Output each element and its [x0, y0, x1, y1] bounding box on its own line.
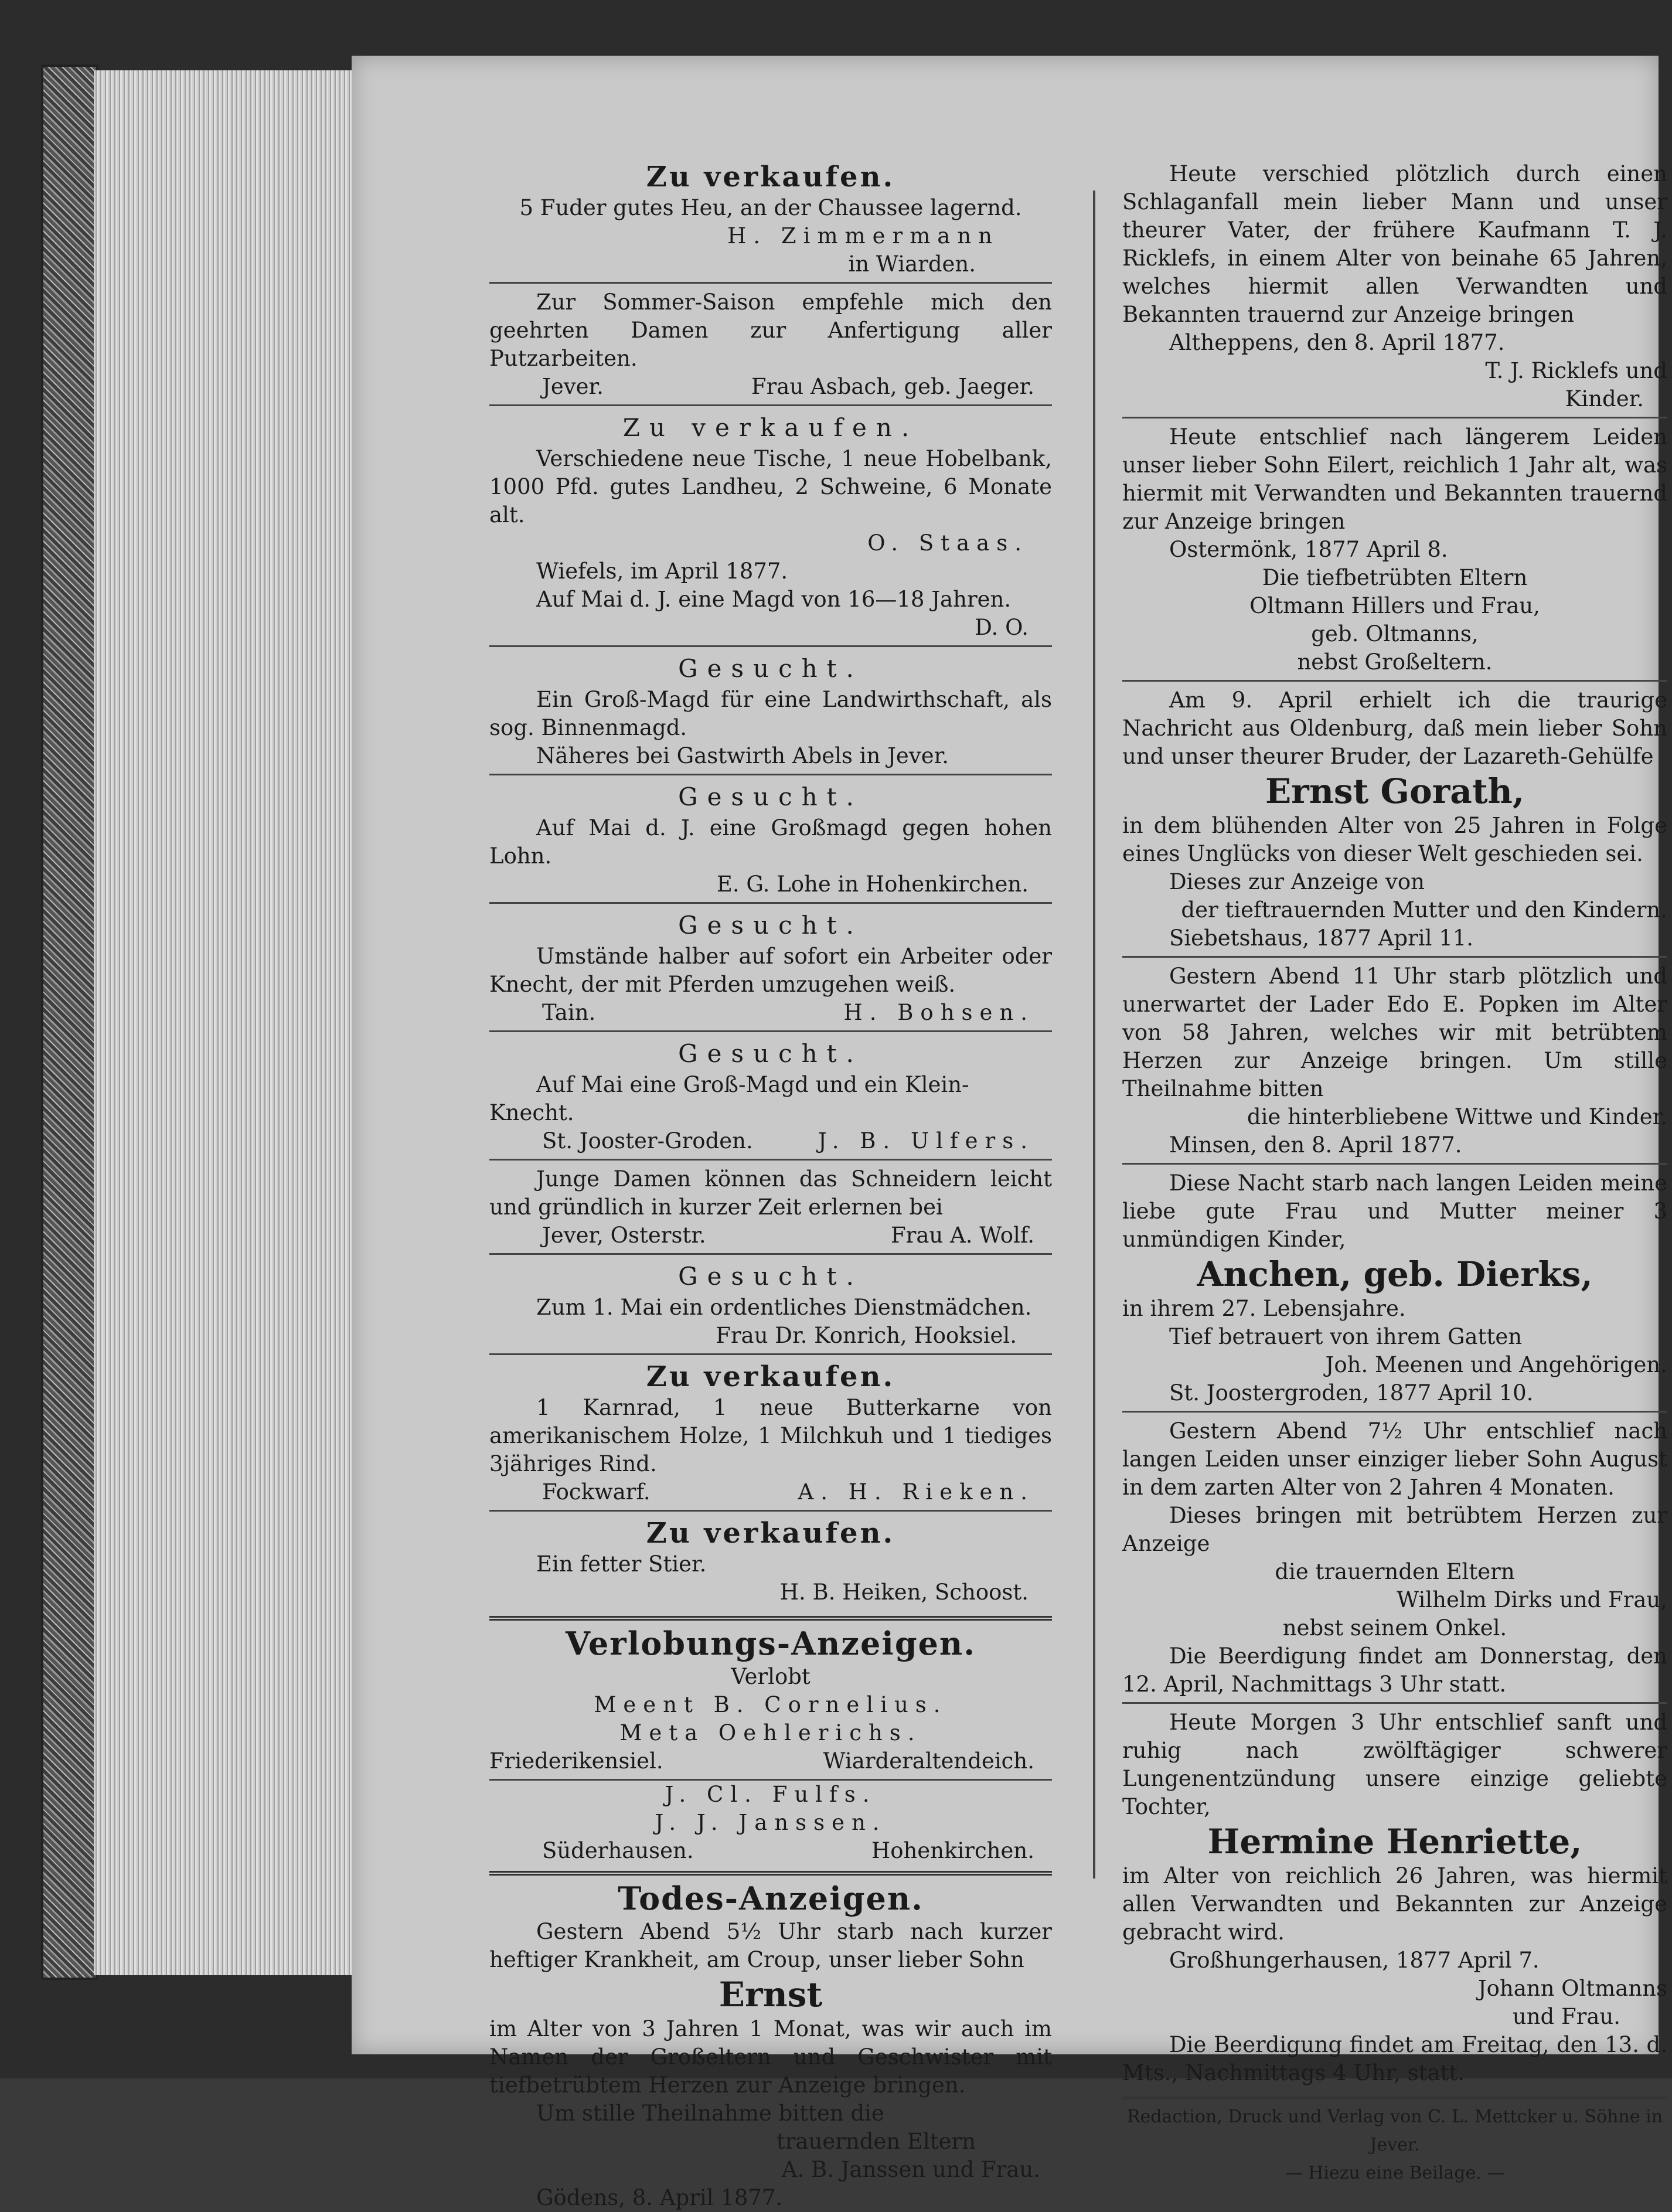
notice-text: Heute verschied plötzlich durch einen Schlaganfall mein lieber Mann und unser theurer Vater, der frühere Kaufmann T. J. Ricklefs, in einem Alter von beinahe 65 Jahren, welches hiermit allen Verwandten und Bekannten trauernd zur Anzeige bringen [1122, 161, 1667, 327]
ad-text: Zur Sommer-Saison empfehle mich den geehrten Damen zur Anfertigung aller Putzarbeiten. [489, 290, 1052, 371]
ad-text: Auf Mai eine Groß-Magd und ein Klein-Knecht. [489, 1072, 969, 1125]
notice-text: in dem blühenden Alter von 25 Jahren in Folge eines Unglücks von dieser Welt geschieden sei. [1122, 813, 1667, 866]
engaged-place: Wiarderaltendeich. [823, 1748, 1034, 1774]
ad-tailoring-lessons [489, 1161, 1052, 1255]
ad-wanted-grossmagd [489, 775, 1052, 904]
engagement-section [489, 1616, 1052, 1865]
engaged-place: Süderhausen. [542, 1838, 694, 1863]
ad-text: Näheres bei Gastwirth Abels in Jever. [536, 743, 949, 768]
ad-text: Auf Mai d. J. eine Magd von 16—18 Jahren. [536, 587, 1012, 612]
ad-heading: Gesucht. [678, 1039, 863, 1068]
engaged-name: J. Cl. Fulfs. [665, 1782, 877, 1807]
notice-date: Ostermönk, 1877 April 8. [1169, 537, 1448, 562]
ad-heading: Zu verkaufen. [646, 161, 895, 193]
right-column [1122, 155, 1667, 2187]
notice-text: Die Beerdigung findet am Donnerstag, den 12. April, Nachmittags 3 Uhr statt. [1122, 1643, 1667, 1697]
ad-signature: Frau A. Wolf. [890, 1223, 1034, 1248]
notice-text: Gestern Abend 5½ Uhr starb nach kurzer heftiger Krankheit, am Croup, unser lieber Sohn [489, 1919, 1052, 1972]
deceased-name: Anchen, geb. Dierks, [1197, 1254, 1593, 1294]
notice-oltmanns [1122, 1704, 1667, 2091]
ad-heading: Gesucht. [678, 911, 863, 940]
ad-wanted-servant [489, 1255, 1052, 1355]
notice-signature: Die tiefbetrübten Eltern [1262, 565, 1528, 590]
notice-signature: trauernden Eltern [776, 2129, 976, 2154]
notice-signature: Oltmann Hillers und Frau, [1249, 593, 1540, 618]
notice-date: Siebetshaus, 1877 April 11. [1169, 925, 1474, 951]
notice-text: Gestern Abend 7½ Uhr entschlief nach langen Leiden unser einziger lieber Sohn August in dem zarten Alter von 2 Jahren 4 Monaten. [1122, 1418, 1667, 1500]
ad-furniture-sale [489, 406, 1052, 647]
ad-text: Zum 1. Mai ein ordentliches Dienstmädchen. [536, 1295, 1032, 1320]
ad-signature: H. Zimmermann [727, 223, 999, 249]
notice-signature: Johann Oltmanns [1477, 1976, 1667, 2001]
ad-heading: Gesucht. [678, 1262, 863, 1291]
ad-place: Jever, Osterstr. [542, 1223, 706, 1248]
notice-date: Minsen, den 8. April 1877. [1169, 1132, 1462, 1158]
notice-text: Diese Nacht starb nach langen Leiden meine liebe gute Frau und Mutter meiner 3 unmündigen Kinder, [1122, 1170, 1667, 1252]
ad-heading: Gesucht. [678, 782, 863, 811]
ad-heading: Zu verkaufen. [622, 413, 919, 442]
ad-place: Tain. [542, 1000, 596, 1025]
engagement-label: Verlobt [731, 1664, 811, 1689]
notice-signature: die hinterbliebene Wittwe und Kinder. [1247, 1104, 1667, 1129]
deceased-name: Hermine Henriette, [1207, 1822, 1582, 1862]
notice-text: Gestern Abend 11 Uhr starb plötzlich und unerwartet der Lader Edo E. Popken im Alter von 58 Jahren, welches wir mit betrübtem Herzen zur Anzeige bringen. Um stille Theilnahme bitten [1122, 964, 1667, 1101]
notice-date: Altheppens, den 8. April 1877. [1169, 330, 1505, 355]
engaged-place: Friederikensiel. [489, 1748, 663, 1774]
ad-dairy-sale [489, 1355, 1052, 1512]
ad-signature: A. H. Rieken. [798, 1479, 1034, 1505]
ad-signature: H. Bohsen. [843, 1000, 1034, 1025]
ad-text: Ein fetter Stier. [536, 1551, 707, 1577]
notice-text: Heute entschlief nach längerem Leiden unser lieber Sohn Eilert, reichlich 1 Jahr alt, was hiermit mit Verwandten und Bekannten trauernd zur Anzeige bringen [1122, 424, 1667, 534]
notice-signature: die trauernden Eltern [1275, 1559, 1515, 1584]
notice-signature: der tieftrauernden Mutter und den Kindern. [1181, 897, 1667, 923]
notice-text: Am 9. April erhielt ich die traurige Nachricht aus Oldenburg, daß mein lieber Sohn und unser theurer Bruder, der Lazareth-Gehülfe [1122, 688, 1667, 769]
ad-text: Ein Groß-Magd für eine Landwirthschaft, als sog. Binnenmagd. [489, 687, 1052, 740]
ad-text: Umstände halber auf sofort ein Arbeiter oder Knecht, der mit Pferden umzugehen weiß. [489, 944, 1052, 997]
notice-signature: Tief betrauert von ihrem Gatten [1169, 1324, 1523, 1349]
ad-text: 5 Fuder gutes Heu, an der Chaussee lagernd. [519, 195, 1022, 220]
ad-wanted-maid [489, 647, 1052, 775]
notice-text: Dieses zur Anzeige von [1169, 869, 1425, 894]
ad-signature: Frau Asbach, geb. Jaeger. [751, 374, 1034, 399]
engaged-name: Meent B. Cornelius. [594, 1692, 948, 1717]
marbled-book-edge [41, 64, 98, 1980]
engaged-name: Meta Oehlerichs. [619, 1720, 922, 1745]
ad-place: St. Jooster-Groden. [542, 1128, 753, 1153]
notice-text: Heute Morgen 3 Uhr entschlief sanft und ruhig nach zwölftägiger schwerer Lungenentzündung unsere einzige geliebte Tochter, [1122, 1710, 1667, 1819]
notice-signature: A. B. Janssen und Frau. [781, 2157, 1040, 2182]
notice-date: Großhungerhausen, 1877 April 7. [1169, 1948, 1540, 1973]
notice-signature: Kinder. [1565, 386, 1644, 411]
notice-signature: T. J. Ricklefs und [1485, 358, 1667, 383]
ad-text: Verschiedene neue Tische, 1 neue Hobelbank, 1000 Pfd. gutes Landheu, 2 Schweine, 6 Monate alt. [489, 446, 1052, 528]
deceased-name: Ernst Gorath, [1265, 771, 1525, 811]
ad-text: 1 Karnrad, 1 neue Butterkarne von amerikanischem Holze, 1 Milchkuh und 1 tiediges 3jähriges Rind. [489, 1395, 1052, 1476]
imprint-footer [1122, 2097, 1667, 2187]
ad-signature: J. B. Ulfers. [818, 1128, 1034, 1153]
ad-heading: Zu verkaufen. [646, 1360, 895, 1393]
ad-text: Auf Mai d. J. eine Großmagd gegen hohen Lohn. [489, 815, 1052, 869]
notice-signature: nebst seinem Onkel. [1282, 1615, 1507, 1641]
ad-date: Wiefels, im April 1877. [536, 559, 788, 584]
notice-meenen [1122, 1165, 1667, 1413]
ad-text: Junge Damen können das Schneidern leicht und gründlich in kurzer Zeit erlernen bei [489, 1166, 1052, 1220]
supplement-note: — Hiezu eine Beilage. — [1285, 2163, 1505, 2183]
ad-bull-sale [489, 1512, 1052, 1610]
ad-signature: H. B. Heiken, Schoost. [779, 1580, 1029, 1605]
ad-signature: D. O. [975, 615, 1029, 640]
imprint-line: Redaction, Druck und Verlag von C. L. Mettcker u. Söhne in Jever. [1126, 2106, 1663, 2155]
notice-date: Gödens, 8. April 1877. [536, 2185, 783, 2210]
notice-signature: nebst Großeltern. [1297, 649, 1493, 675]
ad-heading: Zu verkaufen. [646, 1517, 895, 1550]
section-heading: Todes-Anzeigen. [618, 1880, 924, 1917]
notice-date: St. Joostergroden, 1877 April 10. [1169, 1380, 1534, 1406]
notice-signature: Joh. Meenen und Angehörigen. [1325, 1352, 1667, 1377]
ad-milliner [489, 284, 1052, 406]
notice-text: in ihrem 27. Lebensjahre. [1122, 1296, 1406, 1321]
notice-text: im Alter von reichlich 26 Jahren, was hiermit allen Verwandten und Bekannten zur Anzeige gebracht wird. [1122, 1863, 1667, 1945]
ad-signature: O. Staas. [867, 530, 1029, 556]
ad-place: Fockwarf. [542, 1479, 651, 1505]
notice-hillers [1122, 418, 1667, 682]
deceased-name: Ernst [718, 1975, 823, 2014]
page-stack-edge [94, 70, 352, 1975]
notice-text: Um stille Theilnahme bitten die [536, 2101, 884, 2126]
notice-signature: und Frau. [1512, 2004, 1620, 2029]
notice-gorath [1122, 682, 1667, 958]
column-divider [1093, 190, 1095, 1879]
notice-text: Die Beerdigung findet am Freitag, den 13. d. Mts., Nachmittags 4 Uhr, statt. [1122, 2032, 1667, 2085]
ad-heading: Gesucht. [678, 654, 863, 683]
notice-text: im Alter von 3 Jahren 1 Monat, was wir auch im Namen der Großeltern und Geschwister mit tiefbetrübtem Herzen zur Anzeige bringen. [489, 2016, 1052, 2098]
notice-signature: geb. Oltmanns, [1311, 621, 1479, 646]
notice-dirks [1122, 1413, 1667, 1704]
notice-ricklefs [1122, 155, 1667, 418]
engaged-place: Hohenkirchen. [871, 1838, 1034, 1863]
notice-text: Dieses bringen mit betrübtem Herzen zur Anzeige [1122, 1503, 1667, 1556]
left-column [489, 155, 1052, 2212]
newspaper-page [352, 56, 1667, 2210]
notice-signature: Wilhelm Dirks und Frau, [1397, 1587, 1667, 1612]
section-heading: Verlobungs-Anzeigen. [566, 1625, 976, 1662]
ad-signature: E. G. Lohe in Hohenkirchen. [716, 872, 1029, 897]
ad-wanted-worker [489, 904, 1052, 1032]
death-notice-section [489, 1871, 1052, 2212]
ad-signature-place: in Wiarden. [848, 251, 976, 277]
ad-hay-sale [489, 155, 1052, 284]
ad-signature: Frau Dr. Konrich, Hooksiel. [716, 1323, 1017, 1348]
ad-place: Jever. [542, 374, 604, 399]
engaged-name: J. J. Janssen. [655, 1810, 887, 1835]
notice-popken [1122, 958, 1667, 1165]
ad-wanted-staff [489, 1032, 1052, 1161]
